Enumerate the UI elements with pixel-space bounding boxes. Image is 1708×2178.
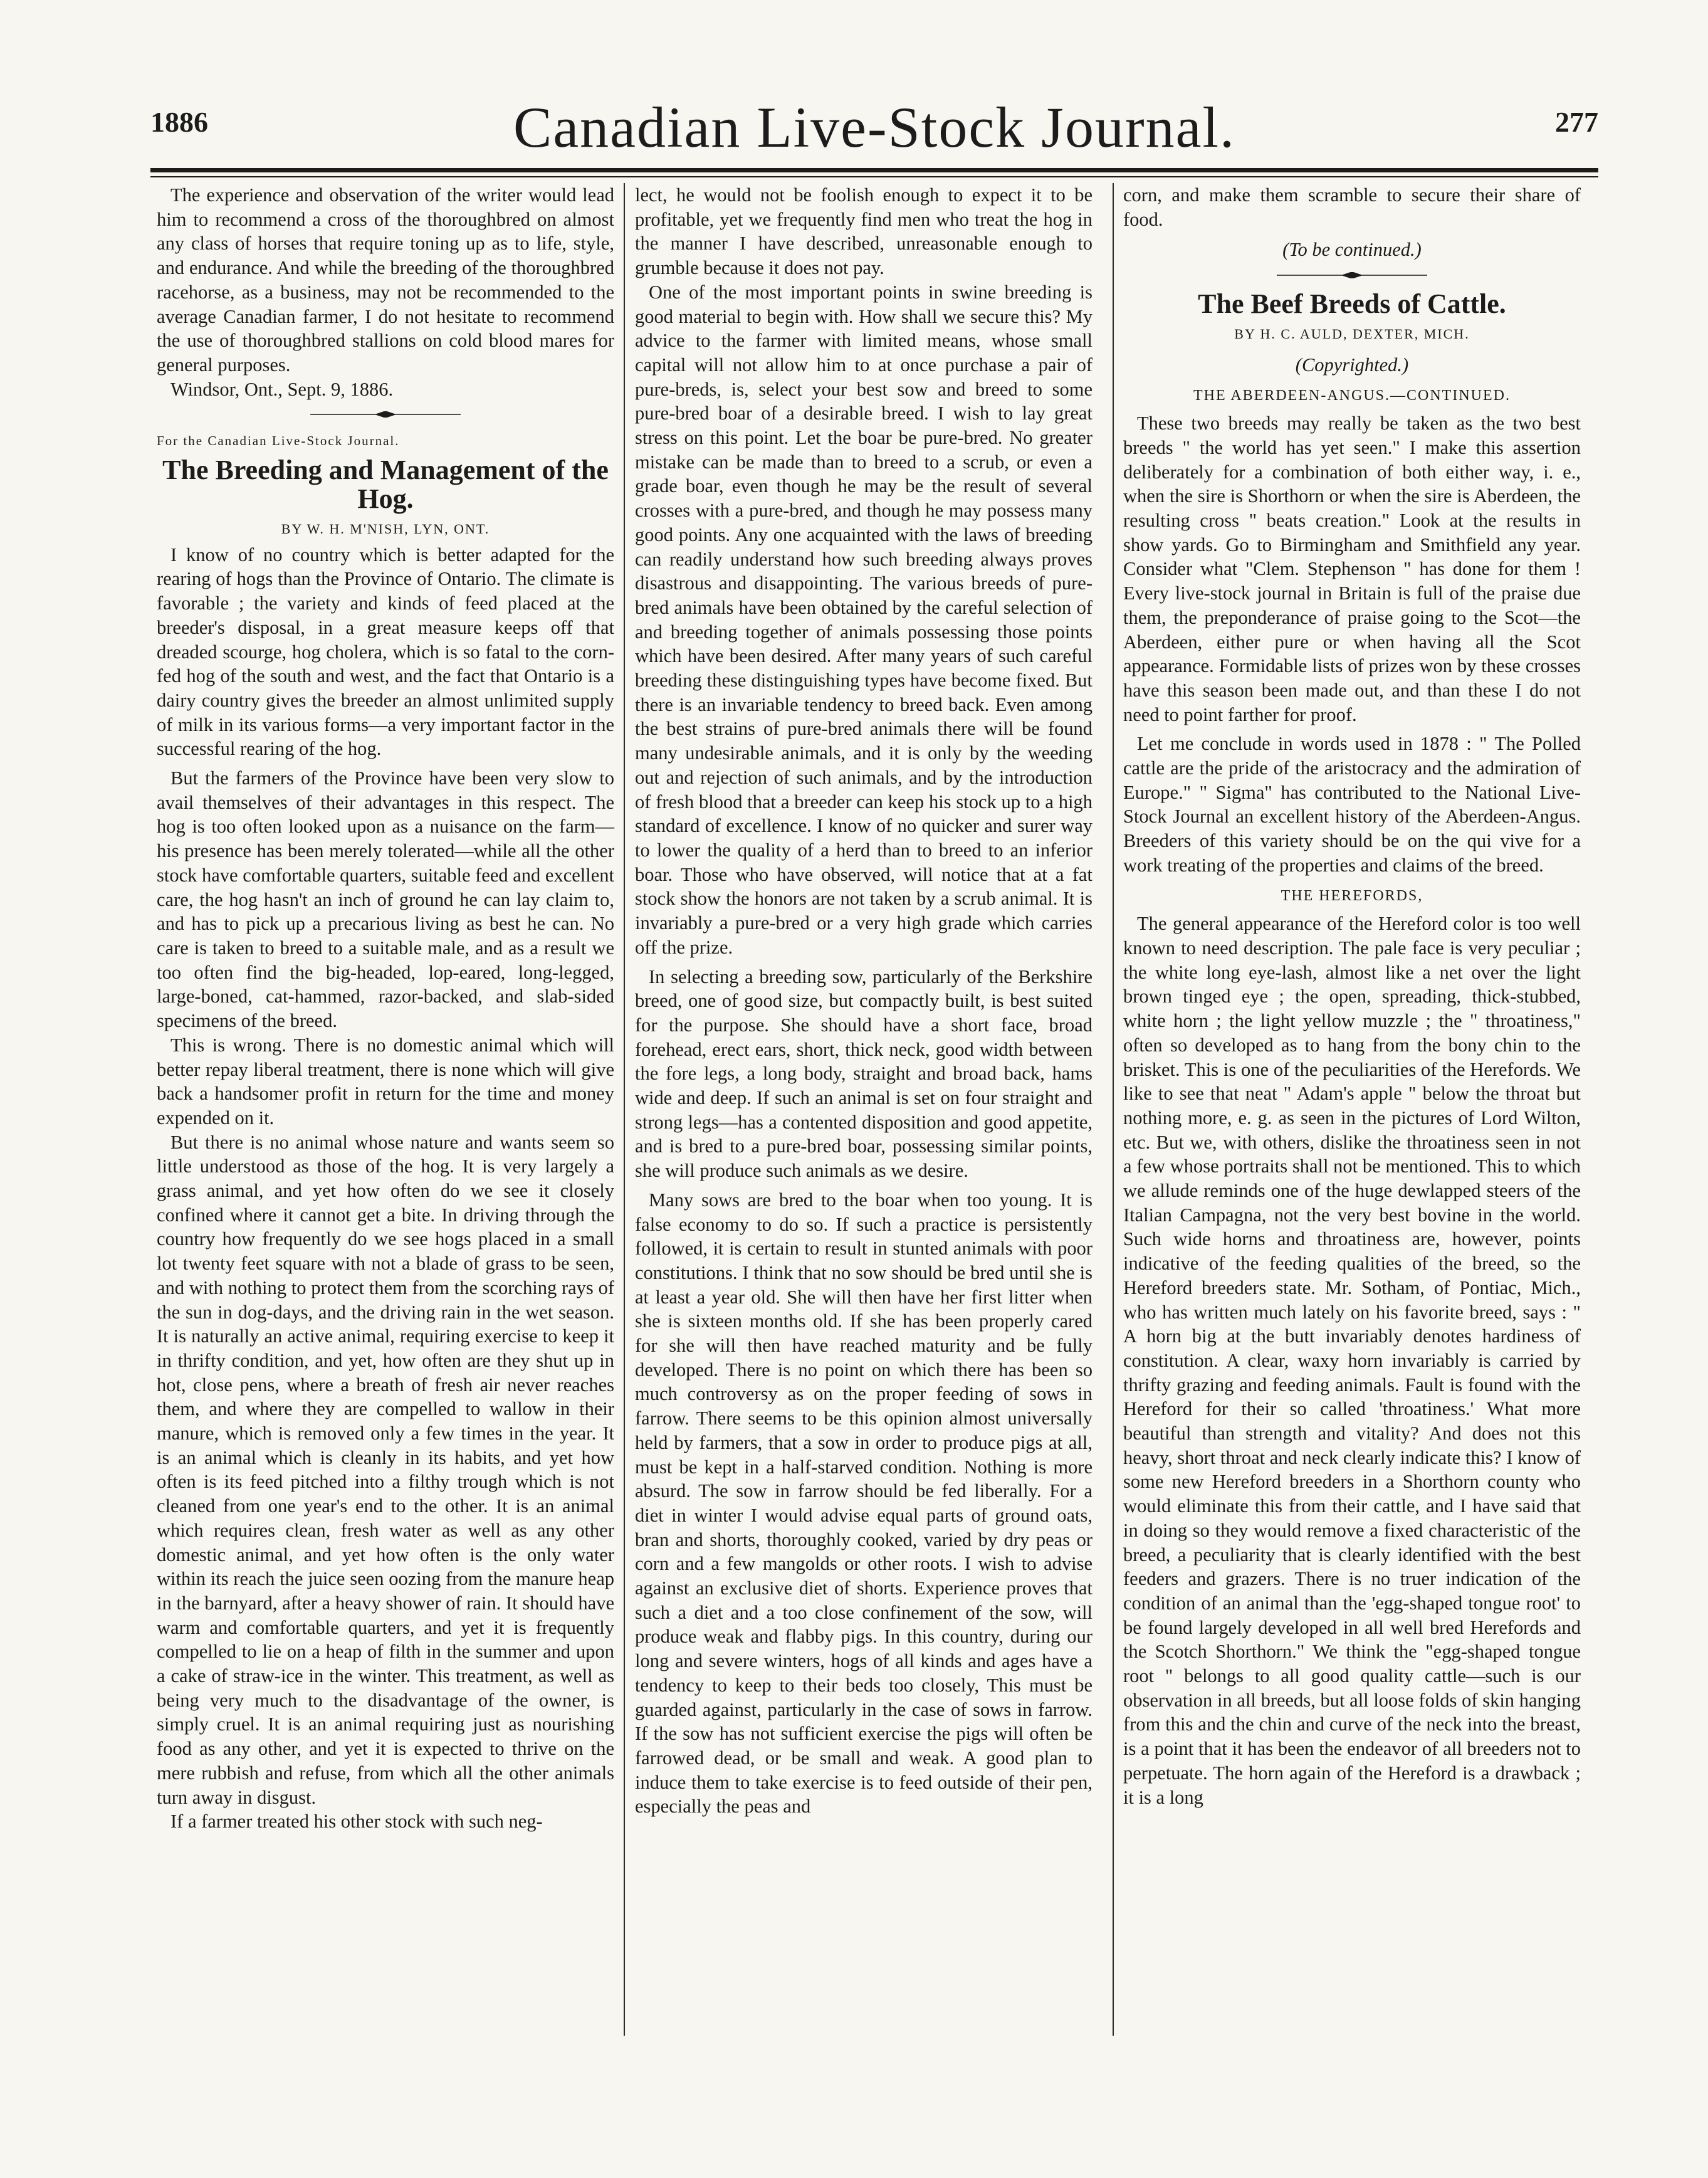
article-byline: BY H. C. AULD, DEXTER, MICH.	[1234, 326, 1470, 342]
column-divider	[624, 183, 625, 2036]
paragraph: But there is no animal whose nature and wants seem so little understood as those of the hog. It is very largely a grass animal, and yet how often do we see it closely confined where it cannot get a bite. In driving through the country how frequently do we see hogs placed in a small lot twenty feet square with not a blade of grass to be seen, and with nothing to protect them from the scorching rays of the sun in dog-days, and the driving rain in the wet season. It is naturally an active animal, requiring exercise to keep it in thrifty condition, and yet, how often are they shut up in hot, close pens, where a breath of fresh air never reaches them, and where they are compelled to wallow in their manure, which is removed only a few times in the year. It is an animal which is cleanly in its habits, and yet how often is its feed pitched into a filthy trough which is not cleaned from one year's end to the other. It is an animal which requires clean, fresh water as well as any other domestic animal, and yet how often is the only water within its reach the juice seen oozing from the manure heap in the barnyard, after a heavy shower of rain. It should have warm and comfortable quarters, and yet it is frequently compelled to lie on a heap of filth in the summer and upon a cake of straw-ice in the winter. This treatment, as well as being very much to the disadvantage of the owner, is simply cruel. It is an animal requiring just as nourishing food as any other, and yet it is expected to thrive on the mere rubbish and refuse, from which all the other animals turn away in disgust.	[157, 1131, 614, 1808]
header-rule-thin	[150, 176, 1598, 177]
paragraph: If a farmer treated his other stock with such neg-	[170, 1811, 543, 1833]
paragraph: One of the most important points in swine breeding is good material to begin with. How shall we secure this? My advice to the farmer with limited means, whose small capital will not allow him to at once purchase a pair of pure-breds, is, select your best sow and breed to some pure-bred boar of a desirable breed. I wish to lay great stress on this point. Let the boar be pure-bred. No greater mistake can be made than to breed to a scrub, or even a grade boar, even though he may be the result of several crosses with a pure-bred, and though he may possess many good points. Any one acquainted with the laws of breeding can readily understand how such breeding always proves disastrous and disappointing. The various breeds of pure-bred animals have been obtained by the careful selection of and breeding together of animals possessing those points which have been desired. After many years of such careful breeding these distinguishing types have become fixed. But there is an invariable tendency to breed back. Even among the best strains of pure-bred animals there will be found many undesirable animals, and it is only by the weeding out and rejection of such animals, and by the introduction of fresh blood that a breeder can keep his stock up to a high standard of excellence. I know of no quicker and surer way to lower the quality of a herd than to breed to an inferior boar. Those who have observed, will notice that at a fat stock show the honors are not taken by a scrub animal. It is invariably a pure-bred or a very high grade which carries off the prize.	[635, 281, 1092, 958]
header-rule-thick	[150, 168, 1598, 172]
paragraph: In selecting a breeding sow, particularly of the Berkshire breed, one of good size, but compactly built, is best suited for the purpose. She should have a short face, broad forehead, erect ears, short, thick neck, good width between the fore legs, a long body, straight and broad back, hams wide and deep. If such an animal is set on four straight and strong legs—has a contented disposition and good appetite, and is bred to a pure-bred boar, possessing similar points, she will produce such animals as we desire.	[635, 965, 1092, 1182]
paragraph: lect, he would not be foolish enough to expect it to be profitable, yet we frequently find men who treat the hog in the manner I have described, unreasonable enough to grumble because it does not pay.	[635, 184, 1092, 279]
article-kicker: For the Canadian Live-Stock Journal.	[157, 433, 400, 449]
to-be-continued: (To be continued.)	[1282, 239, 1422, 261]
article-headline: The Breeding and Management of the Hog.	[162, 455, 609, 515]
page-number: 277	[1555, 106, 1598, 138]
column-divider	[1113, 183, 1114, 2036]
article-headline: The Beef Breeds of Cattle.	[1198, 288, 1506, 320]
journal-title: Canadian Live-Stock Journal.	[513, 95, 1236, 159]
article-byline: BY W. H. M'NISH, LYN, ONT.	[281, 521, 490, 537]
page-header	[150, 94, 1598, 163]
paragraph: This is wrong. There is no domestic animal which will better repay liberal treatment, there is none which will give back a handsomer profit in return for the time and money expended on it.	[157, 1034, 614, 1128]
paragraph: These two breeds may really be taken as the two best breeds " the world has yet seen." I make this assertion deliberately for a combination of both either way, i. e., when the sire is Shorthorn or when the sire is Aberdeen, the resulting cross " beats creation." Look at the results in show yards. Go to Birmingham and Smithfield any year. Consider what "Clem. Stephenson " has done for them ! Every live-stock journal in Britain is full of the praise due them, the preponderance of praise going to the Scot—the Aberdeen, either pure or when having all the Scot appearance. Formidable lists of prizes won by these crosses have this season been made out, and than these I do not need to point farther for proof.	[1123, 413, 1581, 725]
ornament-divider	[310, 411, 461, 418]
paragraph: But the farmers of the Province have been very slow to avail themselves of their advantages in this respect. The hog is too often looked upon as a nuisance on the farm—his presence has been merely tolerated—while all the other stock have comfortable quarters, suitable feed and excellent care, the hog hasn't an inch of ground he can lay claim to, and has to pick up a precarious living as best he can. No care is taken to breed to a suitable male, and as a result we too often find the big-headed, lop-eared, long-legged, large-boned, cat-hammed, razor-backed, and slab-sided specimens of the breed.	[157, 767, 614, 1032]
paragraph: Let me conclude in words used in 1878 : " The Polled cattle are the pride of the aristocracy and the admiration of Europe." " Sigma" has contributed to the National Live-Stock Journal an excellent history of the Aberdeen-Angus. Breeders of this variety should be on the qui vive for a work treating of the properties and claims of the breed.	[1123, 733, 1581, 876]
section-subhead: THE ABERDEEN-ANGUS.—CONTINUED.	[1193, 387, 1511, 404]
column-3	[1123, 183, 1581, 1809]
copyright-note: (Copyrighted.)	[1295, 354, 1409, 376]
paragraph: The general appearance of the Hereford color is too well known to need description. The pale face is very peculiar ; the white long eye-lash, almost like a net over the light brown tinged eye ; the open, spreading, thick-stubbed, white horn ; the light yellow muzzle ; the " throatiness," often so developed as to hang from the bony chin to the brisket. This is one of the peculiarities of the Herefords. We like to see that neat " Adam's apple " below the throat but nothing more, e. g. as seen in the pictures of Lord Wilton, etc. But we, with others, dislike the throatiness seen in not a few whose portraits shall not be mentioned. This to which we allude reminds one of the huge dewlapped steers of the Italian Campagna, not the very best bovine in the world. Such wide horns and throatiness are, however, points indicative of the feeding qualities of the breed, so the Hereford breeders state. Mr. Sotham, of Pontiac, Mich., who has written much lately on his favorite breed, says : " A horn big at the butt invariably denotes hardiness of constitution. A clear, waxy horn invariably is carried by thrifty grazing and feeding animals. Fault is found with the Hereford for their so called 'throatiness.' What more beautiful than strength and vitality? And does not this heavy, short throat and neck clearly indicate this? I know of some new Hereford breeders in a Shorthorn county who would eliminate this from their cattle, and I have said that in doing so they would remove a fixed characteristic of the breed, a peculiarity that is clearly identified with the best feeders and grazers. There is no truer indication of the condition of an animal than the 'egg-shaped tongue root' to be found largely developed in all well bred Herefords and the Scotch Shorthorn." We think the "egg-shaped tongue root " belongs to all good quality cattle—such is our observation in all breeds, but all loose folds of skin hanging from this and the chin and curve of the neck into the breast, is a point that it has been the endeavor of all breeders not to perpetuate. The horn again of the Hereford is a drawback ; it is a long	[1123, 913, 1581, 1808]
ornament-divider	[1277, 272, 1427, 278]
section-subhead: THE HEREFORDS,	[1281, 887, 1423, 904]
dateline: Windsor, Ont., Sept. 9, 1886.	[170, 378, 394, 400]
header-year: 1886	[150, 106, 208, 138]
paragraph: I know of no country which is better adapted for the rearing of hogs than the Province of Ontario. The climate is favorable ; the variety and kinds of feed placed at the breeder's disposal, in a great measure keeps off that dreaded scourge, hog cholera, which is so fatal to the corn-fed hog of the south and west, and the fact that Ontario is a dairy country gives the breeder an almost unlimited supply of milk in its various forms—a very important factor in the successful rearing of the hog.	[157, 544, 614, 760]
paragraph: corn, and make them scramble to secure their share of food.	[1123, 184, 1581, 230]
column-1	[157, 183, 614, 1834]
paragraph: The experience and observation of the writer would lead him to recommend a cross of the thoroughbred on almost any class of horses that require toning up as to life, style, and endurance. And while the breeding of the thoroughbred racehorse, as a business, may not be recommended to the average Canadian farmer, I do not hesitate to recommend the use of thoroughbred stallions on cold blood mares for general purposes.	[157, 184, 614, 376]
paragraph: Many sows are bred to the boar when too young. It is false economy to do so. If such a practice is persistently followed, it is certain to result in stunted animals with poor constitutions. I think that no sow should be bred until she is at least a year old. She will then have her first litter when she is sixteen months old. If she has been properly cared for she will then have reached maturity and be fully developed. There is no point on which there has been so much controversy as on the proper feeding of sows in farrow. There seems to be this opinion almost universally held by farmers, that a sow in order to produce pigs at all, must be kept in a half-starved condition. Nothing is more absurd. The sow in farrow should be fed liberally. For a diet in winter I would advise equal parts of ground oats, bran and shorts, thoroughly cooked, varied by dry peas or corn and a few mangolds or other roots. I wish to advise against an exclusive diet of shorts. Experience proves that such a diet and a too close confinement of the sow, will produce weak and flabby pigs. In this country, during our long and severe winters, hogs of all kinds and ages have a tendency to keep to their beds too closely, This must be guarded against, particularly in the case of sows in farrow. If the sow has not sufficient exercise the pigs will often be farrowed dead, or be small and weak. A good plan to induce them to take exercise is to feed outside of their pen, especially the peas and	[635, 1189, 1092, 1818]
column-2	[635, 183, 1092, 1819]
